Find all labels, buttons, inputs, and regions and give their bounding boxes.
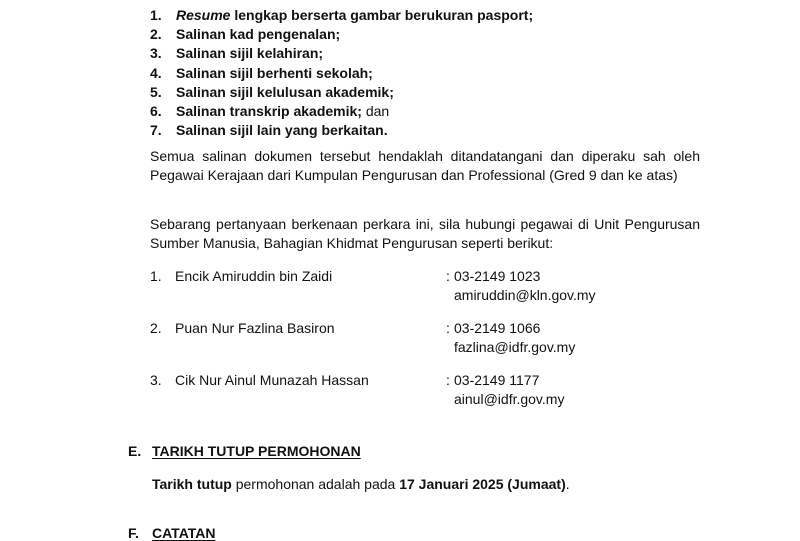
- section-letter: E.: [128, 443, 142, 459]
- contact-phone: 03-2149 1177: [454, 372, 540, 388]
- list-item-italic: Resume: [176, 7, 231, 23]
- contact-entry: [150, 371, 710, 411]
- closing-date: 17 Januari 2025 (Jumaat): [399, 476, 566, 492]
- list-number: 3.: [150, 45, 162, 62]
- requirements-list: [150, 6, 533, 140]
- section-letter: F.: [128, 525, 139, 541]
- contact-name: Puan Nur Fazlina Basiron: [175, 320, 335, 336]
- list-number: 4.: [150, 64, 162, 81]
- contact-number: 1.: [150, 268, 162, 284]
- list-item: [150, 25, 533, 44]
- list-number: 6.: [150, 102, 162, 119]
- closing-end: .: [565, 476, 570, 492]
- contact-phone: 03-2149 1023: [454, 268, 541, 284]
- contact-email: fazlina@idfr.gov.my: [454, 338, 576, 355]
- contact-email: ainul@idfr.gov.my: [454, 390, 565, 407]
- list-item-suffix: dan: [361, 102, 390, 119]
- contact-number: 3.: [150, 372, 162, 388]
- list-item: [150, 121, 533, 140]
- contact-phone: 03-2149 1066: [454, 320, 541, 336]
- list-item: [150, 64, 533, 83]
- list-item-text: lengkap berserta gambar berukuran pasport;: [230, 7, 534, 23]
- section-title: TARIKH TUTUP PERMOHONAN: [152, 443, 361, 459]
- list-item: [150, 83, 533, 102]
- list-item-text: Salinan transkrip akademik;: [176, 102, 362, 119]
- list-number: 1.: [150, 7, 162, 23]
- closing-date-sentence: [152, 476, 570, 492]
- contact-name: Cik Nur Ainul Munazah Hassan: [175, 372, 369, 388]
- list-item: [150, 44, 533, 63]
- list-item-text: Salinan sijil berhenti sekolah;: [176, 64, 373, 81]
- list-number: 2.: [150, 26, 162, 43]
- certification-paragraph: Semua salinan dokumen tersebut hendaklah ditandatangani dan diperaku sah oleh Pegawai Kerajaan dari Kumpulan Pengurusan dan Professional (Gred 9 dan ke atas): [150, 148, 700, 183]
- section-title: CATATAN: [152, 525, 216, 541]
- contact-email: amiruddin@kln.gov.my: [454, 286, 596, 303]
- contact-colon: :: [446, 372, 450, 388]
- section-e-heading: [128, 443, 361, 459]
- contact-colon: :: [446, 268, 450, 284]
- contact-name: Encik Amiruddin bin Zaidi: [175, 268, 333, 284]
- list-item-text: Salinan kad pengenalan;: [176, 26, 341, 43]
- list-item-text: Salinan sijil lain yang berkaitan.: [176, 122, 388, 139]
- closing-middle: permohonan adalah pada: [231, 476, 400, 492]
- section-f-heading: [128, 525, 216, 541]
- list-item: [150, 102, 533, 121]
- list-item-text: Salinan sijil kelulusan akademik;: [176, 83, 394, 100]
- contact-entry: [150, 319, 710, 359]
- list-number: 7.: [150, 122, 162, 139]
- contact-number: 2.: [150, 320, 162, 336]
- closing-bold-start: Tarikh tutup: [152, 476, 232, 492]
- list-number: 5.: [150, 83, 162, 100]
- contact-entry: [150, 267, 710, 307]
- list-item-text: Salinan sijil kelahiran;: [176, 45, 324, 62]
- inquiry-paragraph: Sebarang pertanyaan berkenaan perkara ini, sila hubungi pegawai di Unit Pengurusan Sumber Manusia, Bahagian Khidmat Pengurusan seperti berikut:: [150, 216, 700, 251]
- contact-colon: :: [446, 320, 450, 336]
- list-item: [150, 6, 533, 25]
